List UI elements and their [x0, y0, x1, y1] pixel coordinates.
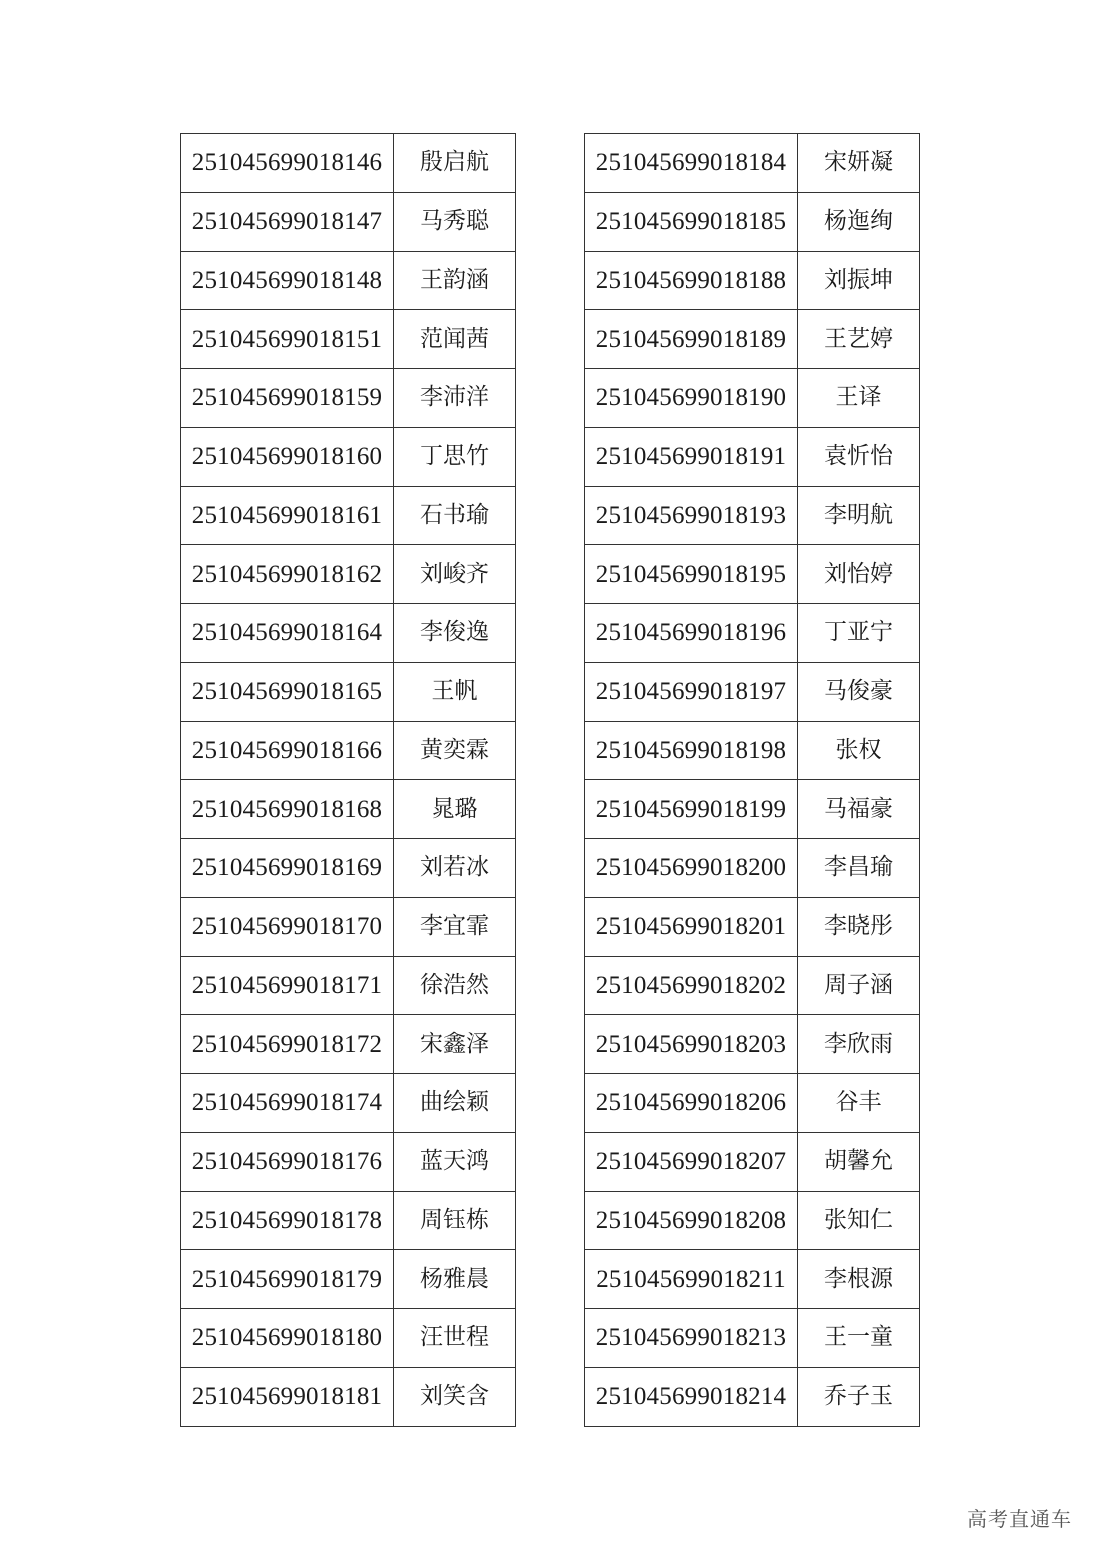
- student-name-cell: 胡馨允: [798, 1132, 920, 1191]
- table-row: [181, 604, 516, 663]
- table-row: [181, 192, 516, 251]
- exam-id-cell: 251045699018184: [585, 134, 798, 193]
- student-name-cell: 王译: [798, 369, 920, 428]
- table-row: [181, 956, 516, 1015]
- table-row: [585, 1250, 920, 1309]
- exam-id-cell: 251045699018201: [585, 897, 798, 956]
- student-name-cell: 李晓彤: [798, 897, 920, 956]
- student-name-cell: 丁思竹: [394, 427, 516, 486]
- table-row: [585, 1015, 920, 1074]
- student-name-cell: 张权: [798, 721, 920, 780]
- exam-id-cell: 251045699018190: [585, 369, 798, 428]
- exam-id-cell: 251045699018193: [585, 486, 798, 545]
- exam-id-cell: 251045699018199: [585, 780, 798, 839]
- table-row: [585, 310, 920, 369]
- table-row: [585, 1132, 920, 1191]
- roster-table-left: [180, 133, 516, 1427]
- student-name-cell: 李明航: [798, 486, 920, 545]
- table-row: [181, 1015, 516, 1074]
- student-name-cell: 李昌瑜: [798, 839, 920, 898]
- exam-id-cell: 251045699018196: [585, 604, 798, 663]
- exam-id-cell: 251045699018147: [181, 192, 394, 251]
- student-name-cell: 刘笑含: [394, 1367, 516, 1426]
- exam-id-cell: 251045699018197: [585, 662, 798, 721]
- student-name-cell: 刘怡婷: [798, 545, 920, 604]
- exam-id-cell: 251045699018206: [585, 1074, 798, 1133]
- student-name-cell: 李根源: [798, 1250, 920, 1309]
- table-row: [585, 1309, 920, 1368]
- student-name-cell: 周子涵: [798, 956, 920, 1015]
- table-row: [181, 545, 516, 604]
- exam-id-cell: 251045699018151: [181, 310, 394, 369]
- table-row: [585, 897, 920, 956]
- student-name-cell: 丁亚宁: [798, 604, 920, 663]
- exam-id-cell: 251045699018188: [585, 251, 798, 310]
- exam-id-cell: 251045699018166: [181, 721, 394, 780]
- table-row: [181, 662, 516, 721]
- exam-id-cell: 251045699018179: [181, 1250, 394, 1309]
- table-row: [181, 1367, 516, 1426]
- exam-id-cell: 251045699018164: [181, 604, 394, 663]
- table-row: [181, 1309, 516, 1368]
- student-name-cell: 李宜霏: [394, 897, 516, 956]
- student-name-cell: 马福豪: [798, 780, 920, 839]
- table-row: [585, 134, 920, 193]
- student-name-cell: 王艺婷: [798, 310, 920, 369]
- exam-id-cell: 251045699018168: [181, 780, 394, 839]
- table-row: [585, 839, 920, 898]
- student-name-cell: 李沛洋: [394, 369, 516, 428]
- exam-id-cell: 251045699018161: [181, 486, 394, 545]
- exam-id-cell: 251045699018172: [181, 1015, 394, 1074]
- student-name-cell: 蓝天鸿: [394, 1132, 516, 1191]
- table-row: [181, 839, 516, 898]
- exam-id-cell: 251045699018191: [585, 427, 798, 486]
- exam-id-cell: 251045699018160: [181, 427, 394, 486]
- exam-id-cell: 251045699018178: [181, 1191, 394, 1250]
- table-row: [181, 134, 516, 193]
- exam-id-cell: 251045699018170: [181, 897, 394, 956]
- exam-id-cell: 251045699018185: [585, 192, 798, 251]
- roster-table-left-body: [181, 134, 516, 1427]
- table-row: [585, 662, 920, 721]
- roster-table-right: [584, 133, 920, 1427]
- exam-id-cell: 251045699018213: [585, 1309, 798, 1368]
- student-name-cell: 晁璐: [394, 780, 516, 839]
- table-row: [181, 1074, 516, 1133]
- exam-id-cell: 251045699018169: [181, 839, 394, 898]
- watermark-text: 高考直通车: [967, 1507, 1072, 1531]
- table-row: [181, 427, 516, 486]
- table-row: [585, 192, 920, 251]
- student-name-cell: 宋妍凝: [798, 134, 920, 193]
- student-name-cell: 李俊逸: [394, 604, 516, 663]
- table-row: [585, 369, 920, 428]
- table-row: [585, 545, 920, 604]
- student-name-cell: 刘振坤: [798, 251, 920, 310]
- student-name-cell: 王一童: [798, 1309, 920, 1368]
- table-row: [585, 486, 920, 545]
- table-row: [585, 427, 920, 486]
- exam-id-cell: 251045699018180: [181, 1309, 394, 1368]
- table-row: [181, 1250, 516, 1309]
- table-row: [181, 251, 516, 310]
- exam-id-cell: 251045699018171: [181, 956, 394, 1015]
- exam-id-cell: 251045699018162: [181, 545, 394, 604]
- student-name-cell: 杨雅晨: [394, 1250, 516, 1309]
- student-name-cell: 李欣雨: [798, 1015, 920, 1074]
- table-row: [585, 1074, 920, 1133]
- table-row: [181, 310, 516, 369]
- student-name-cell: 刘若冰: [394, 839, 516, 898]
- exam-id-cell: 251045699018146: [181, 134, 394, 193]
- table-row: [585, 604, 920, 663]
- table-row: [181, 721, 516, 780]
- student-name-cell: 刘峻齐: [394, 545, 516, 604]
- table-row: [585, 780, 920, 839]
- table-row: [181, 369, 516, 428]
- student-name-cell: 杨迤绚: [798, 192, 920, 251]
- exam-id-cell: 251045699018208: [585, 1191, 798, 1250]
- roster-table-right-body: [585, 134, 920, 1427]
- student-name-cell: 王帆: [394, 662, 516, 721]
- exam-id-cell: 251045699018174: [181, 1074, 394, 1133]
- table-row: [181, 486, 516, 545]
- table-row: [181, 897, 516, 956]
- student-name-cell: 黄奕霖: [394, 721, 516, 780]
- student-name-cell: 谷丰: [798, 1074, 920, 1133]
- student-name-cell: 宋鑫泽: [394, 1015, 516, 1074]
- student-name-cell: 袁忻怡: [798, 427, 920, 486]
- student-name-cell: 石书瑜: [394, 486, 516, 545]
- table-row: [181, 1132, 516, 1191]
- student-name-cell: 马秀聪: [394, 192, 516, 251]
- exam-id-cell: 251045699018159: [181, 369, 394, 428]
- student-name-cell: 乔子玉: [798, 1367, 920, 1426]
- student-name-cell: 王韵涵: [394, 251, 516, 310]
- exam-id-cell: 251045699018214: [585, 1367, 798, 1426]
- exam-id-cell: 251045699018189: [585, 310, 798, 369]
- table-row: [585, 1367, 920, 1426]
- table-row: [181, 1191, 516, 1250]
- exam-id-cell: 251045699018198: [585, 721, 798, 780]
- student-name-cell: 范闻茜: [394, 310, 516, 369]
- table-row: [585, 956, 920, 1015]
- exam-id-cell: 251045699018148: [181, 251, 394, 310]
- exam-id-cell: 251045699018195: [585, 545, 798, 604]
- student-name-cell: 曲绘颖: [394, 1074, 516, 1133]
- exam-id-cell: 251045699018165: [181, 662, 394, 721]
- exam-id-cell: 251045699018203: [585, 1015, 798, 1074]
- student-name-cell: 周钰栋: [394, 1191, 516, 1250]
- exam-id-cell: 251045699018181: [181, 1367, 394, 1426]
- student-name-cell: 徐浩然: [394, 956, 516, 1015]
- exam-id-cell: 251045699018202: [585, 956, 798, 1015]
- table-row: [585, 1191, 920, 1250]
- student-name-cell: 马俊豪: [798, 662, 920, 721]
- table-row: [585, 721, 920, 780]
- exam-id-cell: 251045699018200: [585, 839, 798, 898]
- exam-id-cell: 251045699018211: [585, 1250, 798, 1309]
- table-row: [181, 780, 516, 839]
- student-name-cell: 汪世程: [394, 1309, 516, 1368]
- student-name-cell: 殷启航: [394, 134, 516, 193]
- exam-id-cell: 251045699018207: [585, 1132, 798, 1191]
- exam-id-cell: 251045699018176: [181, 1132, 394, 1191]
- student-name-cell: 张知仁: [798, 1191, 920, 1250]
- table-row: [585, 251, 920, 310]
